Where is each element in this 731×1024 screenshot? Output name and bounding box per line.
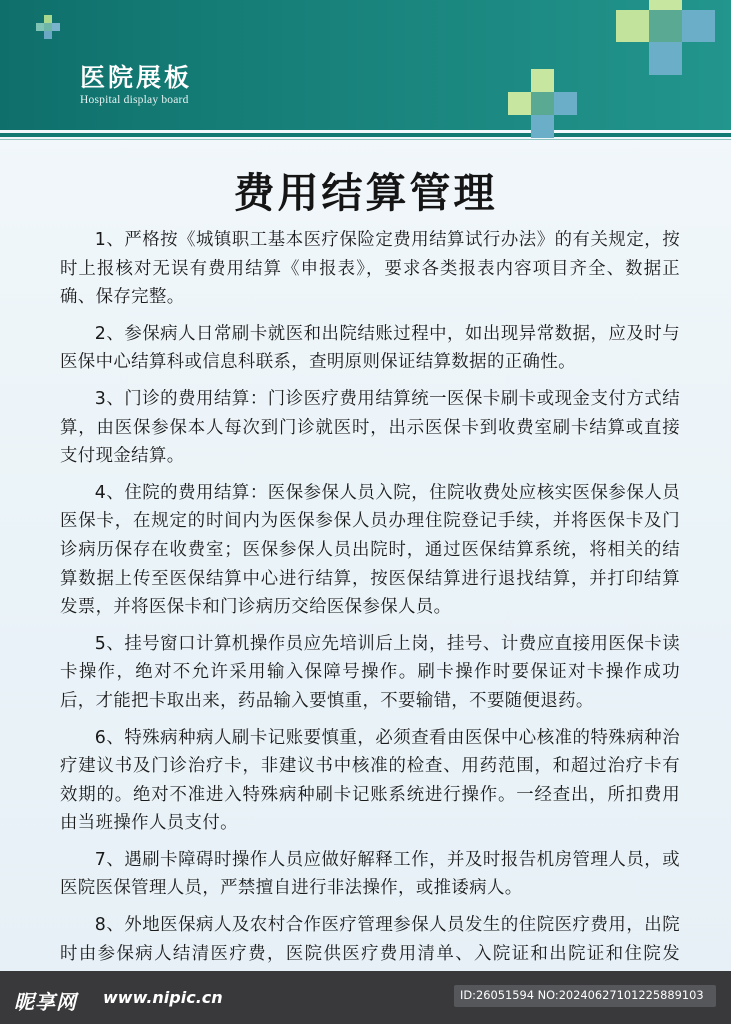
medical-cross-icon [616, 0, 715, 75]
paragraph: 3、门诊的费用结算：门诊医疗费用结算统一医保卡刷卡或现金支付方式结算，由医保参保本人每次到门诊就医时，出示医保卡到收费室刷卡结算或直接支付现金结算。 [60, 388, 680, 467]
header-divider-thin [0, 139, 731, 140]
site-url-link[interactable]: www.nipic.cn [103, 988, 223, 1007]
document-title: 费用结算管理 [233, 169, 498, 217]
site-logo: 昵享网 [14, 990, 77, 1014]
document-body [60, 226, 680, 1005]
board-label-english: Hospital display board [80, 94, 189, 106]
paragraph: 8、外地医保病人及农村合作医疗管理参保人员发生的住院医疗费用，出院时由参保病人结清医疗费，医院供医疗费用清单、入院证和出院证和住院发 [60, 915, 680, 964]
paragraph: 2、参保病人日常刷卡就医和出院结账过程中，如出现异常数据，应及时与医保中心结算科或信息科联系，查明原则保证结算数据的正确性。 [60, 323, 680, 373]
paragraph: 7、遇刷卡障碍时操作人员应做好解释工作，并及时报告机房管理人员，或医院医保管理人员，严禁擅自进行非法操作，或推诿病人。 [60, 849, 680, 899]
medical-cross-icon [36, 15, 60, 39]
medical-cross-icon [508, 69, 577, 138]
paragraph: 5、挂号窗口计算机操作员应先培训后上岗，挂号、计费应直接用医保卡读卡操作，绝对不允许采用输入保障号操作。刷卡操作时要保证对卡操作成功后，才能把卡取出来，药品输入要慎重，不要输错，不要随便退药。 [60, 633, 680, 711]
header-divider [0, 133, 731, 137]
paragraph: 1、严格按《城镇职工基本医疗保险定费用结算试行办法》的有关规定，按时上报核对无误有费用结算《申报表》，要求各类报表内容项目齐全、数据正确、保存完整。 [60, 230, 680, 308]
paragraph: 6、特殊病种病人刷卡记账要慎重，必须查看由医保中心核准的特殊病种治疗建议书及门诊治疗卡，非建议书中核准的检查、用药范围，和超过治疗卡有效期的。绝对不准进入特殊病种刷卡记账系统进行操作。一经查出，所扣费用由当班操作人员支付。 [60, 727, 680, 834]
board-label: 医院展板 [80, 63, 193, 92]
image-id-text: ID:26051594 NO:20240627101225889103 [460, 988, 704, 1002]
paragraph: 4、住院的费用结算：医保参保人员入院，住院收费处应核实医保参保人员医保卡，在规定的时间内为医保参保人员办理住院登记手续，并将医保卡及门诊病历保存在收费室；医保参保人员出院时，通过医保结算系统，将相关的结算数据上传至医保结算中心进行结算，按医保结算进行退找结算，并打印结算发票，并将医保卡和门诊病历交给医保参保人员。 [60, 482, 680, 618]
